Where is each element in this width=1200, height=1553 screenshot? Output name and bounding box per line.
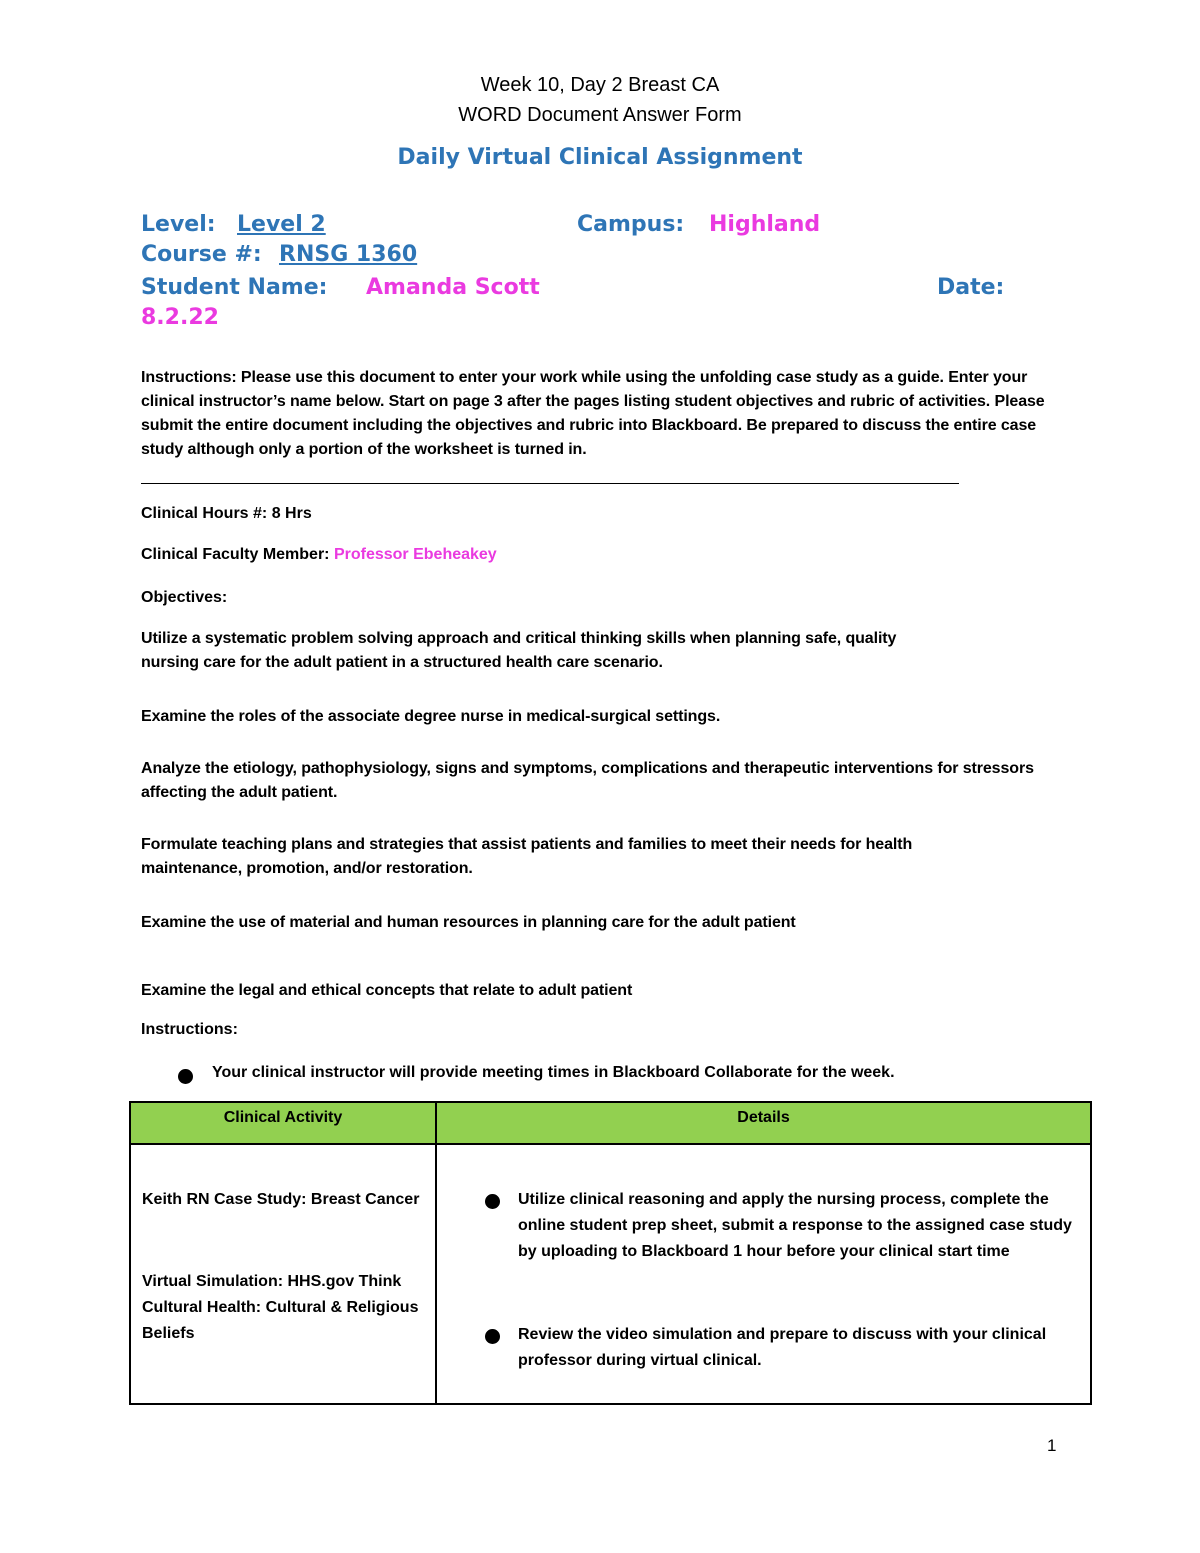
campus-value: Highland bbox=[709, 212, 821, 237]
activity-cell bbox=[130, 1144, 436, 1404]
clinical-faculty-label: Clinical Faculty Member: bbox=[141, 546, 330, 563]
campus-label: Campus: bbox=[577, 212, 685, 237]
instructions-paragraph: Instructions: Please use this document to enter your work while using the unfolding case study as a guide. Enter your clinical instructor’s name below. Start on page 3 after the pages listing student objectives and rubric of activities. Please submit the entire document including the objectives and rubric into Blackboard. Be prepared to discuss the entire case study although only a portion of the worksheet is turned in. bbox=[141, 369, 1045, 458]
objective-item: Utilize a systematic problem solving approach and critical thinking skills when planning safe, quality nursing care for the adult patient in a structured health care scenario. bbox=[141, 630, 897, 671]
objective-item: Formulate teaching plans and strategies that assist patients and families to meet their needs for health maintenance, promotion, and/or restoration. bbox=[141, 836, 913, 877]
objective-item: Examine the use of material and human resources in planning care for the adult patient bbox=[141, 914, 796, 931]
page-title: Daily Virtual Clinical Assignment bbox=[397, 145, 803, 170]
activity-virtual-simulation: Virtual Simulation: HHS.gov Think Cultural Health: Cultural & Religious Beliefs bbox=[142, 1273, 419, 1342]
clinical-faculty-value: Professor Ebeheakey bbox=[333, 546, 497, 563]
details-cell bbox=[436, 1144, 1091, 1404]
column-header-details: Details bbox=[436, 1102, 1091, 1144]
course-value: RNSG 1360 bbox=[279, 242, 418, 267]
student-name-label: Student Name: bbox=[141, 275, 328, 300]
horizontal-rule bbox=[141, 483, 959, 484]
activity-table bbox=[129, 1101, 1092, 1405]
level-label: Level: bbox=[141, 212, 216, 237]
bullet-icon bbox=[485, 1194, 500, 1209]
instructions-bullet: Your clinical instructor will provide meeting times in Blackboard Collaborate for the week. bbox=[212, 1064, 895, 1081]
column-header-clinical-activity: Clinical Activity bbox=[130, 1102, 436, 1144]
clinical-hours: Clinical Hours #: 8 Hrs bbox=[141, 505, 312, 522]
objectives-heading: Objectives: bbox=[141, 589, 228, 606]
table-header-row bbox=[130, 1102, 1091, 1144]
bullet-icon bbox=[485, 1329, 500, 1344]
date-label: Date: bbox=[937, 275, 1005, 300]
table-row bbox=[130, 1144, 1091, 1404]
clinical-faculty bbox=[141, 546, 497, 564]
course-label: Course #: bbox=[141, 242, 262, 267]
bullet-icon bbox=[178, 1069, 193, 1084]
header-line-2: WORD Document Answer Form bbox=[458, 104, 742, 126]
instructions-heading: Instructions: bbox=[141, 1021, 238, 1038]
objective-item: Examine the legal and ethical concepts that relate to adult patient bbox=[141, 982, 633, 999]
objective-item: Examine the roles of the associate degree nurse in medical-surgical settings. bbox=[141, 708, 721, 725]
level-value: Level 2 bbox=[237, 212, 326, 237]
detail-case-study: Utilize clinical reasoning and apply the nursing process, complete the online student prep sheet, submit a response to the assigned case study by uploading to Blackboard 1 hour before your clinical start time bbox=[518, 1191, 1072, 1260]
detail-virtual-simulation: Review the video simulation and prepare to discuss with your clinical professor during virtual clinical. bbox=[518, 1326, 1047, 1369]
date-value: 8.2.22 bbox=[141, 305, 219, 330]
activity-case-study: Keith RN Case Study: Breast Cancer bbox=[142, 1191, 420, 1208]
page-number: 1 bbox=[1047, 1436, 1057, 1455]
objective-item: Analyze the etiology, pathophysiology, signs and symptoms, complications and therapeutic interventions for stressors affecting the adult patient. bbox=[141, 760, 1034, 801]
student-name-value: Amanda Scott bbox=[366, 275, 540, 300]
header-line-1: Week 10, Day 2 Breast CA bbox=[480, 74, 720, 96]
